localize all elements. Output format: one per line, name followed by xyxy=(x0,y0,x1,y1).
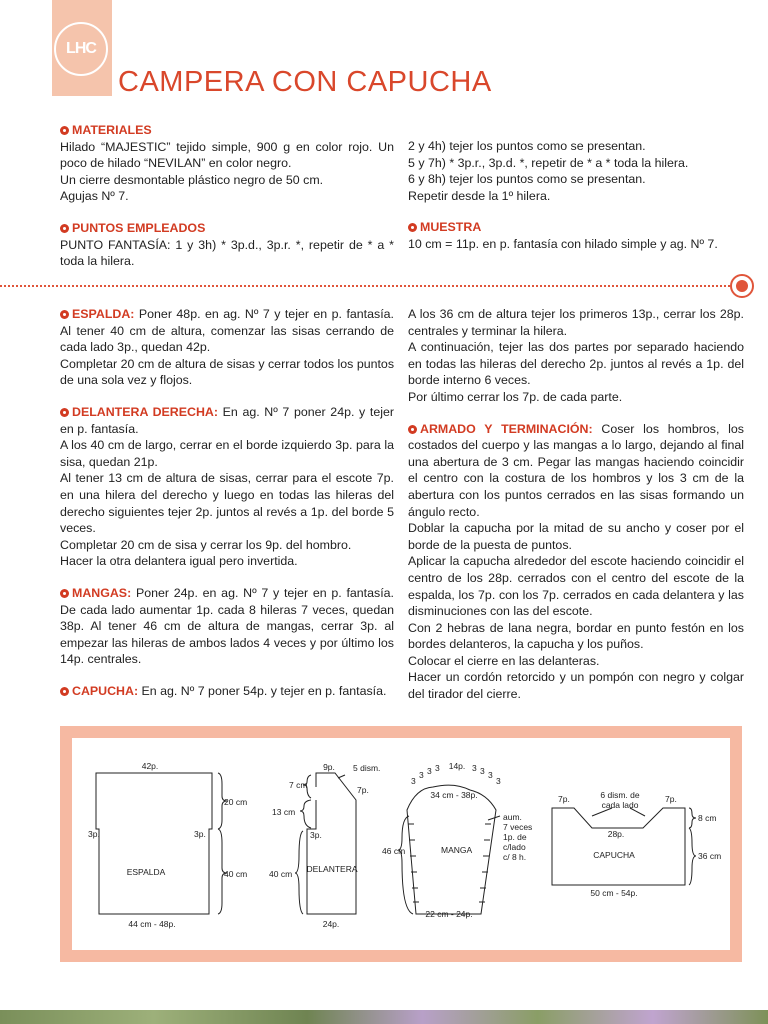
armado-text: Aplicar la capucha alrededor del escote haciendo coincidir el centro de los 28p. cerrados con el centro del escote de la espalda, los 7p. con los 7p. cerrados en cada delantera y las disminuciones con las del escote. xyxy=(408,554,744,619)
bullet-icon xyxy=(408,223,417,232)
delantera-h-c: 40 cm xyxy=(269,869,293,879)
armado-text: Coser los hombros, los costados del cuerpo y las mangas a lo largo, dejando al final una abertura de 3 cm. Pegar las mangas haciendo coincidir el centro con la costura de los hombros y los 3 cm de la abertura con los puntos cerrados en las sisas formando un ángulo recto. xyxy=(408,421,745,519)
manga-aum-leader xyxy=(488,816,500,820)
capucha-dim-8cm xyxy=(689,808,696,828)
bottom-photo-strip xyxy=(0,1010,768,1024)
bullet-icon xyxy=(60,589,69,598)
capucha-bottom-label: 50 cm - 54p. xyxy=(590,888,638,898)
delantera-text: Completar 20 cm de sisa y cerrar los 9p. del hombro. xyxy=(60,537,352,552)
bullet-icon xyxy=(60,126,69,135)
delantera-label: DELANTERA xyxy=(306,864,358,874)
delantera-h-a: 7 cm xyxy=(289,780,308,790)
manga-width-label: 34 cm - 38p. xyxy=(430,790,478,800)
delantera-text: Al tener 13 cm de altura de sisas, cerrar para el escote 7p. en una hilera del derecho y luego en todas las hileras del derecho siguientes tejer 2p. juntos al revés a 1p. del borde 5 veces. xyxy=(60,471,394,536)
bullet-icon xyxy=(60,408,69,417)
manga-cap-mark: 3 xyxy=(419,770,424,780)
capucha-text: Por último cerrar los 7p. de cada parte. xyxy=(408,389,623,404)
capucha-heading: CAPUCHA: xyxy=(72,683,139,698)
manga-cap-mark: 3 xyxy=(496,776,501,786)
manga-dim-46cm xyxy=(398,816,413,914)
manga-cap-mark: 3 xyxy=(411,776,416,786)
puntos-line: 2 y 4h) tejer los puntos como se presentan. xyxy=(408,139,646,153)
delantera-dism-leader xyxy=(338,775,345,778)
logo-text: LHC xyxy=(66,40,96,57)
manga-cap-mark: 3 xyxy=(427,766,432,776)
muestra-heading: MUESTRA xyxy=(420,220,482,235)
instructions-left xyxy=(60,306,394,699)
delantera-heading: DELANTERA DERECHA: xyxy=(72,404,218,419)
armado-text: Hacer un cordón retorcido y un pompón con negro y colgar del tirador del cierre. xyxy=(408,670,744,702)
manga-aum-line: c/lado xyxy=(503,842,526,852)
capucha-dism-line: cada lado xyxy=(601,800,639,810)
manga-cap-center: 14p. xyxy=(448,761,466,771)
schematic-svg xyxy=(72,738,730,950)
delantera-dim-40cm xyxy=(295,831,303,914)
espalda-paragraph xyxy=(60,306,394,356)
mangas-paragraph xyxy=(60,585,394,668)
puntos-continued-section xyxy=(408,138,744,253)
muestra-text: 10 cm = 11p. en p. fantasía con hilado simple y ag. Nº 7. xyxy=(408,236,718,251)
capucha-dim-36cm xyxy=(689,828,696,885)
delantera-text: A los 40 cm de largo, cerrar en el borde izquierdo 3p. para la sisa, quedan 21p. xyxy=(60,438,394,469)
espalda-text: Poner 48p. en ag. Nº 7 y tejer en p. fantasía. Al tener 40 cm de altura, comenzar las sisas cerrando de cada lado 3p., quedan 42p. xyxy=(60,307,394,355)
espalda-heading: ESPALDA: xyxy=(72,307,135,321)
armado-text: Doblar la capucha por la mitad de su ancho y coser por el borde de la puesta de puntos. xyxy=(408,521,744,552)
instructions-right xyxy=(408,306,744,703)
page-title: CAMPERA CON CAPUCHA xyxy=(118,66,492,98)
delantera-bottom-label: 24p. xyxy=(322,919,340,929)
delantera-dism-label: 5 dism. xyxy=(353,763,381,773)
manga-cap-mark: 3 xyxy=(488,770,493,780)
espalda-outline xyxy=(96,773,212,914)
bullet-icon xyxy=(60,224,69,233)
puntos-heading: PUNTOS EMPLEADOS xyxy=(72,220,206,235)
manga-cap-mark: 3 xyxy=(480,766,485,776)
delantera-dim-13cm xyxy=(300,800,311,828)
manga-label: MANGA xyxy=(441,845,473,855)
armado-text: Con 2 hebras de lana negra, bordar en punto festón en los bordes delanteros, la capucha y los puños. xyxy=(408,620,744,652)
armado-heading: ARMADO Y TERMINACIÓN: xyxy=(420,421,593,436)
capucha-h-bottom: 36 cm xyxy=(698,851,722,861)
materiales-line: Agujas Nº 7. xyxy=(60,189,129,204)
lhc-logo xyxy=(54,22,108,76)
capucha-center-label: 28p. xyxy=(607,829,625,839)
bullet-icon xyxy=(60,687,69,696)
manga-aum-line: 7 veces xyxy=(503,822,533,832)
espalda-label: ESPALDA xyxy=(126,867,166,877)
delantera-text: En ag. Nº 7 poner 24p. y tejer en p. fantasía. xyxy=(60,404,395,436)
manga-aum-line: c/ 8 h. xyxy=(503,852,527,862)
capucha-dism-line: 6 dism. de xyxy=(600,790,640,800)
manga-increase-marks xyxy=(408,824,491,902)
manga-aum-line: 1p. de xyxy=(503,832,527,842)
capucha-text: En ag. Nº 7 poner 54p. y tejer en p. fantasía. xyxy=(138,683,387,698)
delantera-top-label: 9p. xyxy=(323,762,335,772)
puntos-line: Repetir desde la 1º hilera. xyxy=(408,188,551,203)
delantera-outline xyxy=(307,773,356,914)
materiales-line: Un cierre desmontable plástico negro de 50 cm. xyxy=(60,172,324,187)
materiales-heading: MATERIALES xyxy=(72,123,152,137)
manga-bottom-label: 22 cm - 24p. xyxy=(425,909,473,919)
espalda-bottom-label: 44 cm - 48p. xyxy=(128,919,176,929)
espalda-side-left: 3p. xyxy=(88,829,100,839)
divider-end-icon xyxy=(730,274,754,298)
manga-cap-mark: 3 xyxy=(472,763,477,773)
delantera-neck-label: 7p. xyxy=(357,785,369,795)
puntos-line: 6 y 8h) tejer los puntos como se presentan. xyxy=(408,172,646,187)
delantera-side-label: 3p. xyxy=(310,830,322,840)
capucha-left-label: 7p. xyxy=(558,794,570,804)
armado-paragraph xyxy=(408,421,744,521)
capucha-right-label: 7p. xyxy=(665,794,677,804)
puntos-line: PUNTO FANTASÍA: 1 y 3h) * 3p.d., 3p.r. *, repetir de * a * toda la hilera. xyxy=(60,237,394,269)
capucha-label: CAPUCHA xyxy=(593,850,635,860)
bullet-icon xyxy=(60,310,69,319)
delantera-text: Hacer la otra delantera igual pero invertida. xyxy=(60,554,298,569)
materiales-section xyxy=(60,122,394,270)
capucha-outline xyxy=(552,808,685,885)
manga-cap-mark: 3 xyxy=(435,763,440,773)
capucha-paragraph xyxy=(60,683,394,700)
capucha-text: A continuación, tejer las dos partes por separado haciendo en todas las hileras del derecho 2p. juntos al revés a 1p. del borde interno 6 veces. xyxy=(408,340,744,388)
puntos-line: 5 y 7h) * 3p.r., 3p.d. *, repetir de * a * toda la hilera. xyxy=(408,155,689,170)
espalda-h-bottom: 40 cm xyxy=(224,869,248,879)
armado-text: Colocar el cierre en las delanteras. xyxy=(408,653,600,668)
materiales-line: Hilado “MAJESTIC” tejido simple, 900 g en color rojo. Un poco de hilado “NEVILAN” en color negro. xyxy=(60,139,394,171)
manga-height-label: 46 cm xyxy=(382,846,406,856)
espalda-top-label: 42p. xyxy=(141,761,159,771)
espalda-text: Completar 20 cm de altura de sisas y cerrar todos los puntos de una sola vez y flojos. xyxy=(60,356,395,388)
mangas-heading: MANGAS: xyxy=(72,585,132,600)
mangas-text: Poner 24p. en ag. Nº 7 y tejer en p. fantasía. De cada lado aumentar 1p. cada 8 hileras 7 veces, quedan 38p. Al tener 46 cm de altura de mangas, cerrar 3p. al empezar las hileras de ambos lados 4 veces y por último los 14p. centrales. xyxy=(60,585,394,667)
delantera-paragraph xyxy=(60,404,394,437)
capucha-text: A los 36 cm de altura tejer los primeros 13p., cerrar los 28p. centrales y terminar la hilera. xyxy=(408,307,744,338)
section-divider xyxy=(0,285,730,287)
espalda-side-right: 3p. xyxy=(194,829,206,839)
bullet-icon xyxy=(408,425,417,434)
manga-aum-line: aum. xyxy=(503,812,522,822)
pattern-diagram xyxy=(72,738,730,950)
espalda-h-top: 20 cm xyxy=(224,797,248,807)
capucha-h-top: 8 cm xyxy=(698,813,717,823)
delantera-h-b: 13 cm xyxy=(272,807,296,817)
